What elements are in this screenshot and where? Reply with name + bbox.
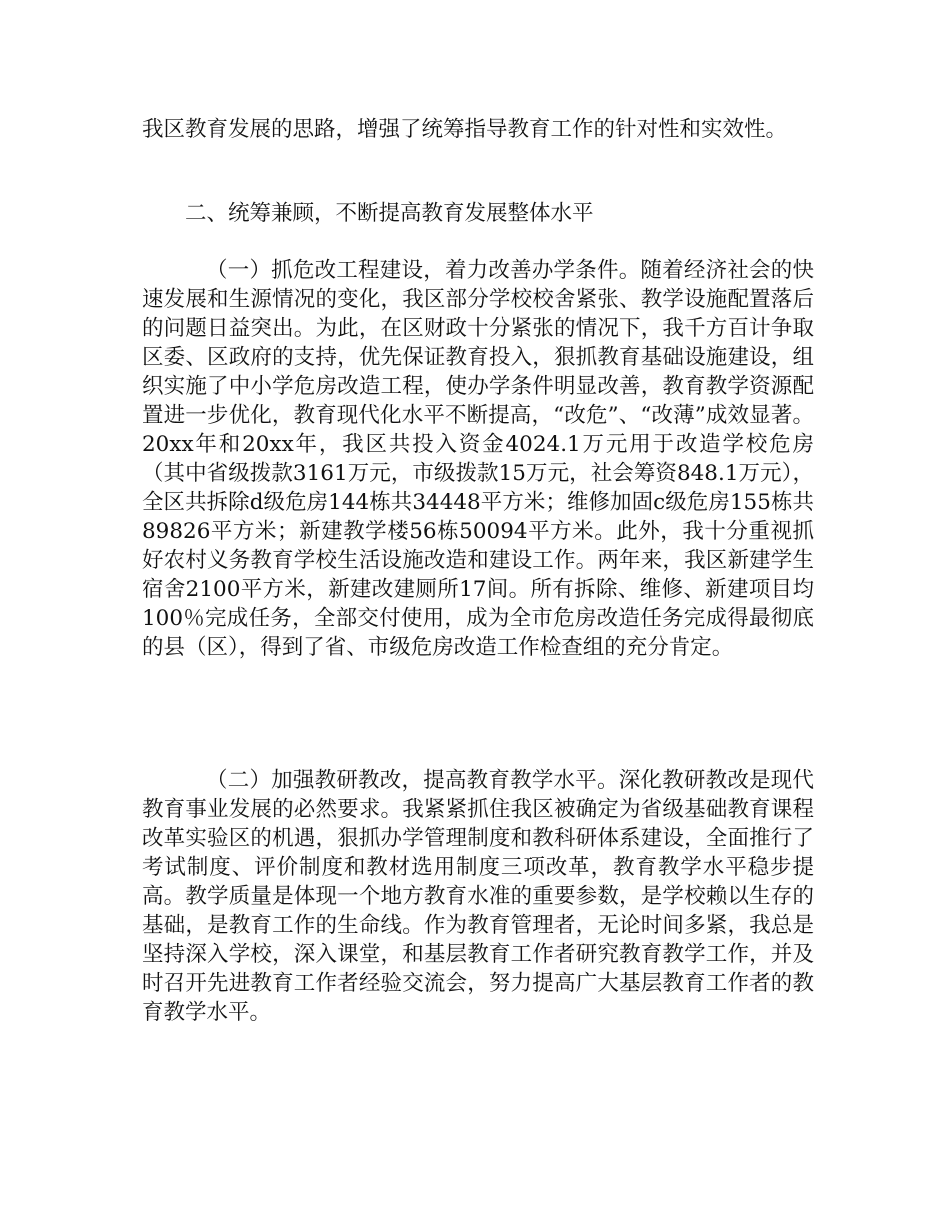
paragraph-section-1: （一）抓危改工程建设，着力改善办学条件。随着经济社会的快速发展和生源情况的变化，我区部分学校校舍紧张、教学设施配置落后的问题日益突出。为此，在区财政十分紧张的情况下，我千方百计争取区委、区政府的支持，优先保证教育投入，狠抓教育基础设施建设，组织实施了中小学危房改造工程，使办学条件明显改善，教育教学资源配置进一步优化，教育现代化水平不断提高，“改危”、“改薄”成效显著。20xx年和20xx年，我区共投入资金4024.1万元用于改造学校危房（其中省级拨款3161万元，市级拨款15万元，社会筹资848.1万元），全区共拆除d级危房144栋共34448平方米；维修加固c级危房155栋共89826平方米；新建教学楼56栋50094平方米。此外，我十分重视抓好农村义务教育学校生活设施改造和建设工作。两年来，我区新建学生宿舍2100平方米，新建改建厕所17间。所有拆除、维修、新建项目均100％完成任务，全部交付使用，成为全市危房改造任务完成得最彻底的县（区），得到了省、市级危房改造工作检查组的充分肯定。 [142,258,814,660]
paragraph-intro-continuation: 我区教育发展的思路，增强了统筹指导教育工作的针对性和实效性。 [142,117,788,142]
section-heading: 二、统筹兼顾，不断提高教育发展整体水平 [185,201,594,226]
paragraph-section-2: （二）加强教研教改，提高教育教学水平。深化教研教改是现代教育事业发展的必然要求。我紧紧抓住我区被确定为省级基础教育课程改革实验区的机遇，狠抓办学管理制度和教科研体系建设，全面推行了考试制度、评价制度和教材选用制度三项改革，教育教学水平稳步提高。教学质量是体现一个地方教育水准的重要参数，是学校赖以生存的基础，是教育工作的生命线。作为教育管理者，无论时间多紧，我总是坚持深入学校，深入课堂，和基层教育工作者研究教育教学工作，并及时召开先进教育工作者经验交流会，努力提高广大基层教育工作者的教育教学水平。 [142,768,814,1025]
